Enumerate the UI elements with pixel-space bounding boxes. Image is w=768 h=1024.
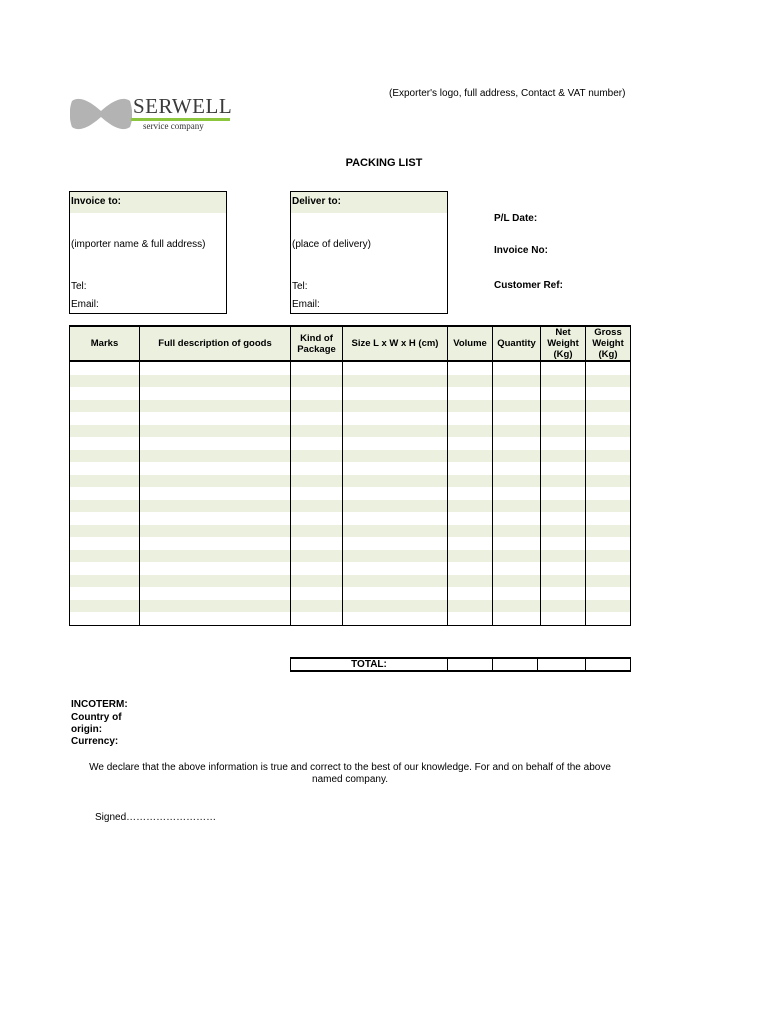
table-cell[interactable] [448,375,493,388]
table-cell[interactable] [448,361,493,375]
table-cell[interactable] [586,550,631,563]
table-cell[interactable] [70,487,140,500]
table-row [70,412,631,425]
table-cell[interactable] [448,437,493,450]
incoterm-label: INCOTERM: [71,699,128,710]
total-volume-cell[interactable] [448,658,493,671]
table-cell[interactable] [291,600,343,613]
table-cell[interactable] [343,600,448,613]
table-cell[interactable] [493,450,541,463]
table-cell[interactable] [343,412,448,425]
table-cell[interactable] [343,437,448,450]
table-cell[interactable] [448,550,493,563]
table-cell[interactable] [70,462,140,475]
table-row [70,387,631,400]
table-cell[interactable] [541,361,586,375]
column-header: Full description of goods [140,326,291,361]
table-cell[interactable] [291,450,343,463]
table-row [70,525,631,538]
table-cell[interactable] [291,612,343,625]
table-row [70,375,631,388]
page-title: PACKING LIST [345,157,423,169]
invoice-to-address-placeholder[interactable]: (importer name & full address) [71,239,206,250]
table-cell[interactable] [541,600,586,613]
table-cell[interactable] [70,537,140,550]
table-cell[interactable] [448,512,493,525]
table-cell[interactable] [586,587,631,600]
table-row [70,512,631,525]
table-cell[interactable] [140,500,291,513]
table-cell[interactable] [448,412,493,425]
table-row [70,462,631,475]
table-cell[interactable] [70,387,140,400]
table-cell[interactable] [541,587,586,600]
table-cell[interactable] [541,512,586,525]
invoice-to-box [69,191,227,314]
table-cell[interactable] [140,550,291,563]
table-cell[interactable] [70,375,140,388]
table-row [70,425,631,438]
table-row [70,537,631,550]
bowtie-logo-icon [70,97,132,131]
table-cell[interactable] [586,462,631,475]
table-cell[interactable] [493,512,541,525]
table-cell[interactable] [586,500,631,513]
table-cell[interactable] [541,375,586,388]
total-label: TOTAL: [291,658,448,671]
column-header: Marks [70,326,140,361]
table-cell[interactable] [586,487,631,500]
table-cell[interactable] [448,500,493,513]
declaration-text: We declare that the above information is true and correct to the best of our knowledge. For and on behalf of the above named company. [89,762,611,785]
customer-ref-label: Customer Ref: [494,280,563,291]
table-cell[interactable] [140,462,291,475]
table-cell[interactable] [493,361,541,375]
table-cell[interactable] [541,412,586,425]
table-cell[interactable] [586,437,631,450]
table-cell[interactable] [541,575,586,588]
country-of-origin-label: Country of origin: [71,712,122,735]
deliver-to-label: Deliver to: [291,192,447,213]
table-cell[interactable] [343,525,448,538]
table-cell[interactable] [291,550,343,563]
table-cell[interactable] [586,537,631,550]
table-cell[interactable] [291,512,343,525]
invoice-to-email[interactable]: Email: [71,299,99,310]
deliver-to-email[interactable]: Email: [292,299,320,310]
table-row [70,550,631,563]
total-row [291,658,631,671]
total-net-weight-cell[interactable] [538,658,586,671]
column-header: Quantity [493,326,541,361]
table-cell[interactable] [586,450,631,463]
table-cell[interactable] [448,587,493,600]
table-cell[interactable] [448,425,493,438]
column-header: Net Weight (Kg) [541,326,586,361]
table-cell[interactable] [140,475,291,488]
table-cell[interactable] [541,550,586,563]
table-cell[interactable] [140,450,291,463]
table-cell[interactable] [586,475,631,488]
signature-line[interactable]: Signed……………………… [95,812,217,823]
table-cell[interactable] [541,562,586,575]
total-gross-weight-cell[interactable] [586,658,631,671]
table-cell[interactable] [291,537,343,550]
table-cell[interactable] [70,400,140,413]
column-header: Gross Weight (Kg) [586,326,631,361]
table-cell[interactable] [493,575,541,588]
currency-label: Currency: [71,736,119,747]
table-row [70,575,631,588]
table-cell[interactable] [493,562,541,575]
table-cell[interactable] [448,612,493,625]
table-cell[interactable] [448,537,493,550]
table-cell[interactable] [140,400,291,413]
table-row [70,437,631,450]
table-cell[interactable] [541,400,586,413]
table-row [70,500,631,513]
table-cell[interactable] [541,525,586,538]
table-cell[interactable] [448,387,493,400]
table-cell[interactable] [448,462,493,475]
table-cell[interactable] [586,400,631,413]
table-cell[interactable] [448,575,493,588]
logo-subtitle: service company [143,121,204,131]
table-cell[interactable] [586,412,631,425]
table-cell[interactable] [586,375,631,388]
table-cell[interactable] [140,575,291,588]
table-cell[interactable] [343,512,448,525]
table-cell[interactable] [493,475,541,488]
table-cell[interactable] [140,437,291,450]
column-header: Volume [448,326,493,361]
table-cell[interactable] [541,500,586,513]
table-cell[interactable] [291,425,343,438]
table-cell[interactable] [541,612,586,625]
invoice-to-label: Invoice to: [70,192,226,213]
table-cell[interactable] [70,500,140,513]
table-cell[interactable] [70,437,140,450]
table-cell[interactable] [140,512,291,525]
table-cell[interactable] [70,612,140,625]
table-cell[interactable] [448,475,493,488]
table-cell[interactable] [343,400,448,413]
exporter-note: (Exporter's logo, full address, Contact & VAT number) [389,88,626,99]
table-cell[interactable] [343,450,448,463]
table-row [70,600,631,613]
table-cell[interactable] [70,525,140,538]
table-cell[interactable] [291,412,343,425]
table-cell[interactable] [586,562,631,575]
table-cell[interactable] [448,450,493,463]
table-cell[interactable] [541,537,586,550]
table-cell[interactable] [291,487,343,500]
table-cell[interactable] [343,500,448,513]
table-cell[interactable] [343,475,448,488]
table-cell[interactable] [493,375,541,388]
table-cell[interactable] [343,537,448,550]
deliver-to-box [290,191,448,314]
table-cell[interactable] [70,512,140,525]
table-cell[interactable] [140,425,291,438]
packing-items-table [69,325,631,626]
total-quantity-cell[interactable] [493,658,538,671]
table-cell[interactable] [140,587,291,600]
table-cell[interactable] [586,387,631,400]
table-cell[interactable] [586,575,631,588]
column-header: Kind of Package [291,326,343,361]
table-cell[interactable] [291,387,343,400]
table-cell[interactable] [343,587,448,600]
table-cell[interactable] [70,600,140,613]
pl-date-label: P/L Date: [494,213,538,224]
table-cell[interactable] [448,600,493,613]
table-cell[interactable] [493,425,541,438]
table-header-row [70,326,631,361]
table-cell[interactable] [70,450,140,463]
table-cell[interactable] [70,550,140,563]
table-cell[interactable] [541,450,586,463]
table-cell[interactable] [140,562,291,575]
table-cell[interactable] [493,437,541,450]
table-cell[interactable] [448,487,493,500]
table-row [70,450,631,463]
table-row [70,487,631,500]
table-cell[interactable] [140,487,291,500]
table-cell[interactable] [140,525,291,538]
table-row [70,475,631,488]
table-cell[interactable] [140,600,291,613]
table-row [70,562,631,575]
table-cell[interactable] [493,462,541,475]
table-cell[interactable] [140,537,291,550]
table-row [70,400,631,413]
table-cell[interactable] [493,412,541,425]
deliver-to-tel[interactable]: Tel: [292,281,308,292]
table-cell[interactable] [586,612,631,625]
table-cell[interactable] [343,575,448,588]
table-cell[interactable] [541,462,586,475]
table-cell[interactable] [541,387,586,400]
table-cell[interactable] [493,500,541,513]
table-cell[interactable] [493,400,541,413]
table-cell[interactable] [493,550,541,563]
table-cell[interactable] [140,361,291,375]
table-cell[interactable] [291,475,343,488]
table-cell[interactable] [586,600,631,613]
table-cell[interactable] [448,400,493,413]
table-cell[interactable] [541,487,586,500]
table-cell[interactable] [493,387,541,400]
table-row [70,587,631,600]
table-cell[interactable] [586,512,631,525]
table-cell[interactable] [70,425,140,438]
logo-name: SERWELL [133,94,233,118]
table-cell[interactable] [493,587,541,600]
table-cell[interactable] [586,425,631,438]
table-cell[interactable] [291,462,343,475]
table-cell[interactable] [343,612,448,625]
table-cell[interactable] [70,575,140,588]
table-cell[interactable] [70,361,140,375]
table-cell[interactable] [70,412,140,425]
table-cell[interactable] [493,537,541,550]
table-cell[interactable] [343,387,448,400]
table-cell[interactable] [448,525,493,538]
table-cell[interactable] [586,525,631,538]
invoice-no-label: Invoice No: [494,245,548,256]
table-cell[interactable] [448,562,493,575]
table-cell[interactable] [343,550,448,563]
table-cell[interactable] [493,612,541,625]
invoice-to-tel[interactable]: Tel: [71,281,87,292]
table-cell[interactable] [493,525,541,538]
table-cell[interactable] [541,425,586,438]
table-cell[interactable] [140,612,291,625]
table-cell[interactable] [291,525,343,538]
table-row [70,361,631,375]
table-cell[interactable] [70,562,140,575]
table-cell[interactable] [291,562,343,575]
table-cell[interactable] [493,487,541,500]
table-cell[interactable] [291,375,343,388]
table-cell[interactable] [140,387,291,400]
table-cell[interactable] [291,575,343,588]
deliver-to-place-placeholder[interactable]: (place of delivery) [292,239,371,250]
table-cell[interactable] [343,425,448,438]
table-cell[interactable] [291,437,343,450]
table-row [70,612,631,625]
total-table [290,657,631,672]
table-cell[interactable] [140,375,291,388]
table-cell[interactable] [291,500,343,513]
table-cell[interactable] [291,361,343,375]
table-cell[interactable] [343,487,448,500]
table-cell[interactable] [343,462,448,475]
table-cell[interactable] [343,375,448,388]
table-cell[interactable] [343,562,448,575]
table-cell[interactable] [493,600,541,613]
table-cell[interactable] [541,437,586,450]
table-cell[interactable] [140,412,291,425]
table-cell[interactable] [70,587,140,600]
table-cell[interactable] [291,587,343,600]
table-cell[interactable] [343,361,448,375]
table-cell[interactable] [70,475,140,488]
table-cell[interactable] [541,475,586,488]
table-cell[interactable] [291,400,343,413]
column-header: Size L x W x H (cm) [343,326,448,361]
table-cell[interactable] [586,361,631,375]
